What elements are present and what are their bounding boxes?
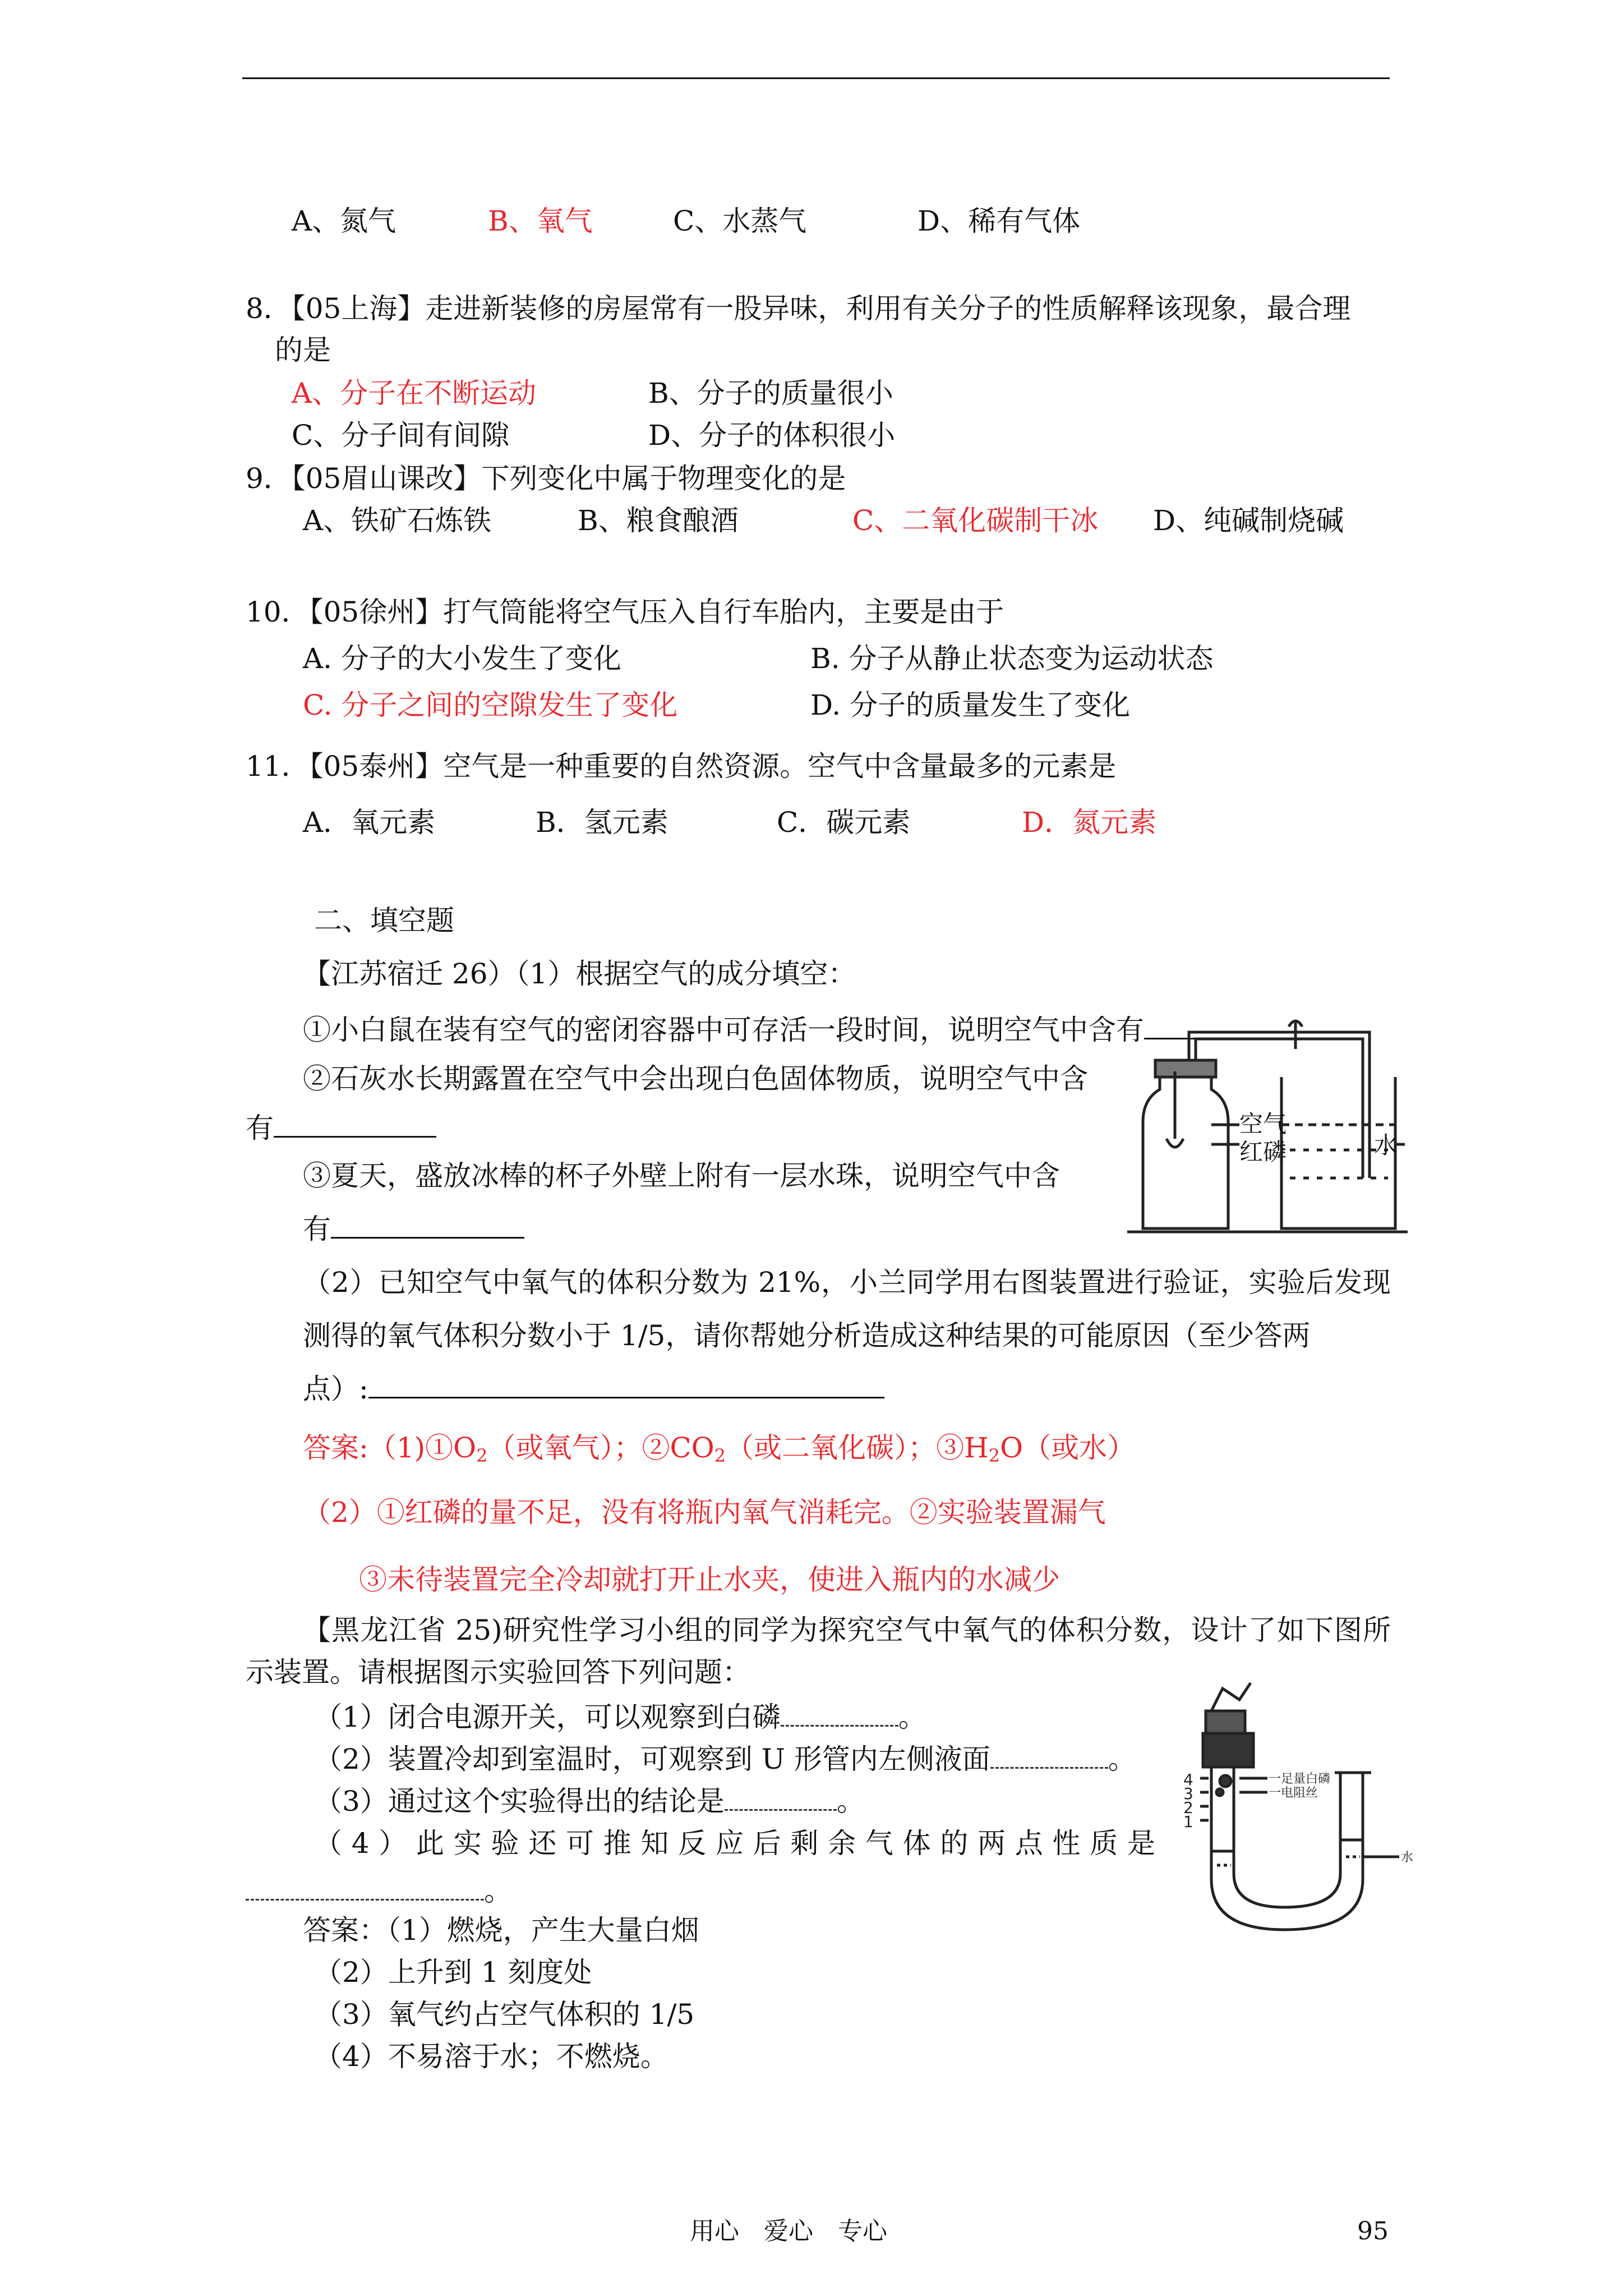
q9-option-a: A、铁矿石炼铁 — [303, 504, 492, 537]
fig2-scale-3: 3 — [1183, 1784, 1193, 1803]
section-heading: 二、填空题 — [314, 904, 454, 937]
q11-option-c: C．碳元素 — [777, 806, 911, 839]
hlj-q4-line1: （4）此实验还可推知反应后剩余气体的两点性质是 — [314, 1827, 1155, 1860]
hlj-answer-2: （2）上升到 1 刻度处 — [314, 1956, 592, 1989]
fig2-label-water: 水 — [1401, 1851, 1413, 1865]
q9-option-d: D、纯碱制烧碱 — [1153, 504, 1344, 537]
answer-blank-2[interactable] — [274, 1108, 436, 1138]
q7-option-a: A、氮气 — [292, 205, 396, 237]
q8-option-d: D、分子的体积很小 — [648, 419, 896, 452]
fig1-label-air: 空气 — [1239, 1110, 1287, 1138]
hlj-q3: （3）通过这个实验得出的结论是 。 — [314, 1781, 865, 1819]
fig2-scale-2: 2 — [1183, 1798, 1193, 1817]
fill-item3-line2: 有 — [303, 1209, 524, 1246]
fig1-label-phosphorus: 红磷 — [1239, 1138, 1287, 1166]
hlj-q1: （1）闭合电源开关，可以观察到白磷 。 — [314, 1697, 926, 1734]
hlj-intro-line1: 【黑龙江省 25)研究性学习小组的同学为探究空气中氧气的体积分数，设计了如下图所 — [303, 1614, 1391, 1646]
hlj-intro-line2: 示装置。请根据图示实验回答下列问题： — [246, 1656, 750, 1688]
answer-blank-3[interactable] — [331, 1209, 524, 1239]
answer-part1: 答案$:(1)①O_2$（或氧气）；$②CO_2$（或二氧化碳）；$③H_2O$（或水） — [303, 1432, 1136, 1466]
q8-option-c: C、分子间有间隙 — [292, 419, 510, 452]
q10-option-c-answer: C. 分子之间的空隙发生了变化 — [303, 689, 678, 721]
fig2-label-phosphorus: 一足量白磷 — [1269, 1772, 1331, 1786]
q8-stem-line2: 的是 — [275, 334, 331, 366]
fill-item1: ①小白鼠在装有空气的密闭容器中可存活一段时间，说明空气中含有 — [303, 1010, 1251, 1047]
q7-option-b-answer: B、氧气 — [488, 205, 593, 237]
page-number: 95 — [1357, 2217, 1389, 2246]
part2-line3: 点）: — [303, 1369, 884, 1406]
fig2-scale-4: 4 — [1183, 1770, 1193, 1789]
hlj-q4-line2: 。 — [246, 1871, 512, 1908]
hlj-answer-1: 答案：（1）燃烧，产生大量白烟 — [303, 1914, 699, 1947]
q10-stem: 10．【05徐州】打气筒能将空气压入自行车胎内，主要是由于 — [246, 596, 1004, 628]
q7-option-d: D、稀有气体 — [917, 205, 1081, 237]
fig2-label-wire: 一电阻丝 — [1269, 1786, 1318, 1800]
fig2-scale-1: 1 — [1183, 1812, 1193, 1831]
q9-option-b: B、粮食酿酒 — [578, 504, 739, 537]
answer-part2: （2）①红磷的量不足，没有将瓶内氧气消耗完。②实验装置漏气 — [303, 1496, 1106, 1529]
fill-item3-line1: ③夏天，盛放冰棒的杯子外壁上附有一层水珠，说明空气中含 — [303, 1159, 1060, 1192]
q11-option-a: A．氧元素 — [303, 806, 436, 839]
hlj-q2: （2）装置冷却到室温时，可观察到 U 形管内左侧液面 。 — [314, 1739, 1136, 1777]
hlj-answer-3: （3）氧气约占空气体积的 1/5 — [314, 1998, 695, 2031]
q9-stem: 9．【05眉山课改】下列变化中属于物理变化的是 — [246, 462, 846, 495]
q11-option-d-answer: D．氮元素 — [1022, 806, 1157, 839]
fig1-label-water: 水 — [1374, 1131, 1398, 1159]
q7-option-c: C、水蒸气 — [673, 205, 807, 237]
hlj-blank-2[interactable] — [990, 1739, 1108, 1769]
suqian-intro: 【江苏宿迁 26）（1）根据空气的成分填空： — [303, 958, 856, 990]
q10-option-a: A. 分子的大小发生了变化 — [303, 642, 621, 675]
hlj-blank-4[interactable] — [246, 1871, 484, 1901]
footer-motto: 用心 爱心 专心 — [690, 2217, 887, 2246]
q11-option-b: B．氢元素 — [536, 806, 668, 839]
answer-blank-4[interactable] — [368, 1369, 884, 1398]
q8-stem-line1: 8．【05上海】走进新装修的房屋常有一股异味，利用有关分子的性质解释该现象，最合理 — [246, 292, 1351, 325]
header-rule — [242, 77, 1390, 79]
air-experiment-figure — [1127, 1010, 1408, 1234]
part2-line1: （2）已知空气中氧气的体积分数为 21%，小兰同学用右图装置进行验证，实验后发现 — [303, 1266, 1391, 1299]
answer-part3: ③未待装置完全冷却就打开止水夹，使进入瓶内的水减少 — [359, 1563, 1060, 1596]
q9-option-c-answer: C、二氧化碳制干冰 — [852, 504, 1099, 537]
hlj-answer-4: （4）不易溶于水；不燃烧。 — [314, 2040, 668, 2073]
u-tube-figure — [1178, 1677, 1413, 1935]
q10-option-d: D. 分子的质量发生了变化 — [810, 689, 1131, 721]
q10-option-b: B. 分子从静止状态变为运动状态 — [810, 642, 1214, 675]
q8-option-b: B、分子的质量很小 — [648, 377, 893, 409]
fill-item2-line2: 有 — [246, 1108, 436, 1145]
q11-stem: 11．【05泰州】空气是一种重要的自然资源。空气中含量最多的元素是 — [246, 750, 1117, 783]
hlj-blank-3[interactable] — [725, 1781, 837, 1811]
q8-option-a-answer: A、分子在不断运动 — [292, 377, 537, 409]
hlj-blank-1[interactable] — [781, 1697, 898, 1727]
part2-line2: 测得的氧气体积分数小于 1/5，请你帮她分析造成这种结果的可能原因（至少答两 — [303, 1319, 1311, 1352]
fill-item2-line1: ②石灰水长期露置在空气中会出现白色固体物质，说明空气中含 — [303, 1062, 1088, 1095]
